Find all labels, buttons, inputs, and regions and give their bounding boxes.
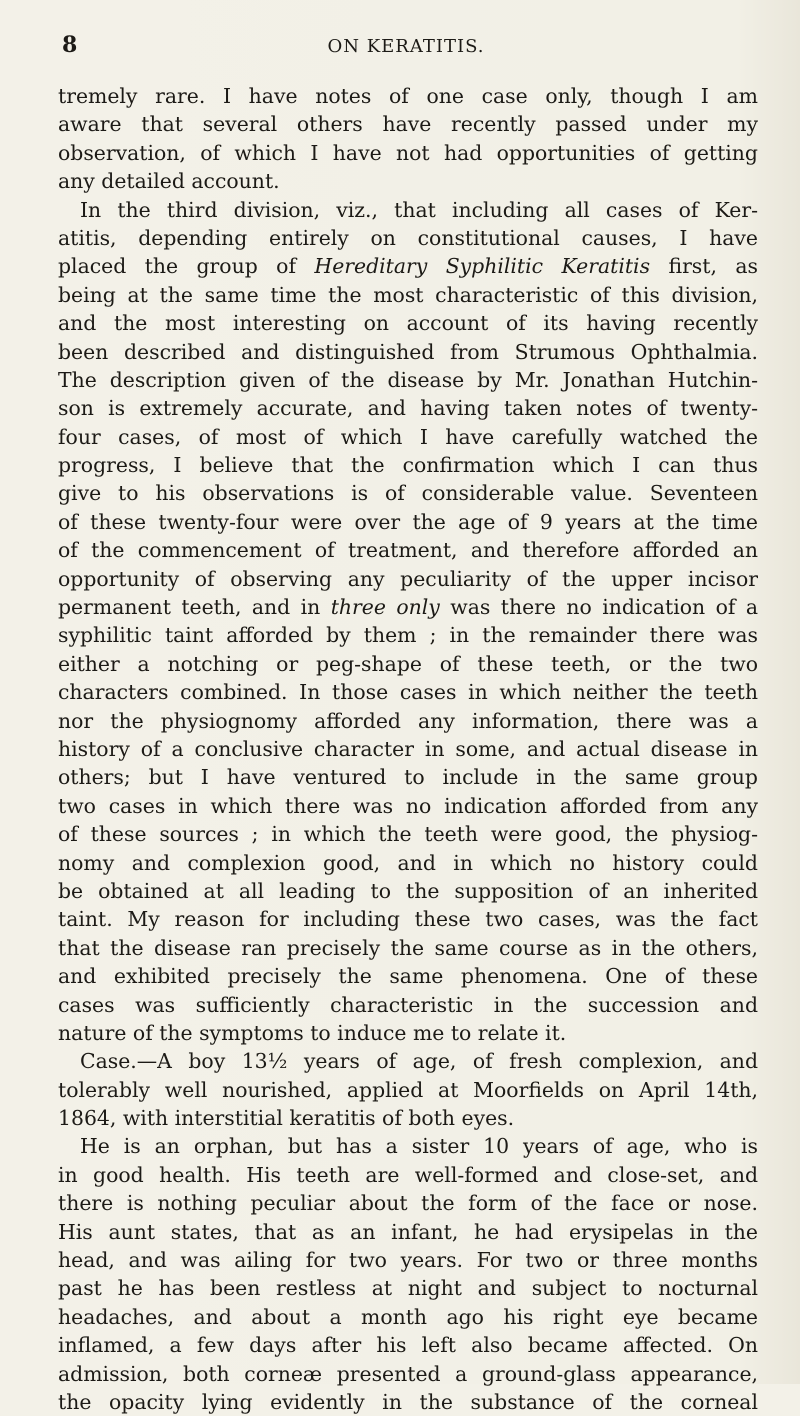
text-line: give to his observations is of considerable value. Seventeen (58, 481, 758, 506)
page-header (56, 24, 756, 60)
text-line: He is an orphan, but has a sister 10 years of age, who is (80, 1134, 758, 1159)
text-line: any detailed account. (58, 169, 280, 194)
text-line: His aunt states, that as an infant, he had erysipelas in the (58, 1219, 758, 1244)
text-line: nature of the symptoms to induce me to relate it. (58, 1020, 567, 1045)
text-line: tremely rare. I have notes of one case only, though I am (58, 84, 758, 108)
text-line: permanent teeth, and in three only was there no indication of a (58, 595, 758, 620)
text-line: of these sources ; in which the teeth were good, the physiog- (58, 822, 758, 847)
text-line: history of a conclusive character in some, and actual disease in (58, 736, 758, 761)
text-line: head, and was ailing for two years. For two or three months (58, 1248, 758, 1273)
body-text (58, 82, 758, 1416)
text-line: tolerably well nourished, applied at Moorfields on April 14th, (58, 1077, 758, 1102)
text-line: been described and distinguished from Strumous Ophthalmia. (58, 339, 758, 364)
text-line: admission, both corneæ presented a ground-glass appearance, (58, 1361, 758, 1386)
text-line: past he has been restless at night and subject to nocturnal (58, 1276, 758, 1301)
text-line: The description given of the disease by Mr. Jonathan Hutchin- (58, 367, 758, 392)
text-line: opportunity of observing any peculiarity of the upper incisor (58, 566, 758, 591)
text-line: son is extremely accurate, and having taken notes of twenty- (58, 396, 758, 421)
text-line: in good health. His teeth are well-formed and close-set, and (58, 1162, 758, 1187)
text-line: characters combined. In those cases in which neither the teeth (58, 680, 758, 705)
text-line: that the disease ran precisely the same course as in the others, (58, 935, 758, 960)
text-line: nomy and complexion good, and in which no history could (58, 850, 758, 875)
text-line: atitis, depending entirely on constitutional causes, I have (58, 225, 758, 250)
text-line: and the most interesting on account of its having recently (58, 311, 758, 336)
text-line: taint. My reason for including these two cases, was the fact (58, 907, 758, 932)
text-line: 1864, with interstitial keratitis of both eyes. (58, 1106, 515, 1131)
text-line: placed the group of Hereditary Syphilitic Keratitis first, as (58, 254, 758, 279)
text-line: the opacity lying evidently in the substance of the corneal (58, 1389, 758, 1414)
text-line: of the commencement of treatment, and therefore afforded an (58, 538, 758, 563)
text-line: be obtained at all leading to the supposition of an inherited (58, 878, 758, 903)
text-line: syphilitic taint afforded by them ; in the remainder there was (58, 623, 758, 648)
text-line: two cases in which there was no indication afforded from any (58, 793, 758, 818)
text-line: four cases, of most of which I have carefully watched the (58, 424, 758, 449)
text-line: Case.—A boy 13½ years of age, of fresh complexion, and (80, 1049, 758, 1074)
text-line: In the third division, viz., that including all cases of Ker- (80, 197, 758, 222)
text-line: of these twenty-four were over the age of 9 years at the time (58, 509, 758, 534)
text-line: headaches, and about a month ago his right eye became (58, 1304, 758, 1329)
text-line: progress, I believe that the confirmation which I can thus (58, 453, 758, 478)
text-line: inflamed, a few days after his left also became affected. On (58, 1333, 758, 1358)
text-line: there is nothing peculiar about the form of the face or nose. (58, 1191, 758, 1216)
text-line: nor the physiognomy afforded any information, there was a (58, 708, 758, 733)
italic-phrase: Hereditary Syphilitic Keratitis (314, 254, 651, 279)
italic-phrase: three only (330, 595, 440, 620)
text-line: others; but I have ventured to include in the same group (58, 765, 758, 790)
text-line: cases was sufficiently characteristic in the succession and (58, 992, 758, 1017)
text-line: either a notching or peg-shape of these teeth, or the two (58, 651, 758, 676)
text-line: observation, of which I have not had opportunities of getting (58, 140, 758, 165)
text-line: and exhibited precisely the same phenomena. One of these (58, 964, 758, 989)
text-line: being at the same time the most characteristic of this division, (58, 282, 758, 307)
running-head: ON KERATITIS. (327, 36, 485, 57)
text-line: aware that several others have recently passed under my (58, 112, 758, 137)
page-number: 8 (62, 32, 78, 58)
